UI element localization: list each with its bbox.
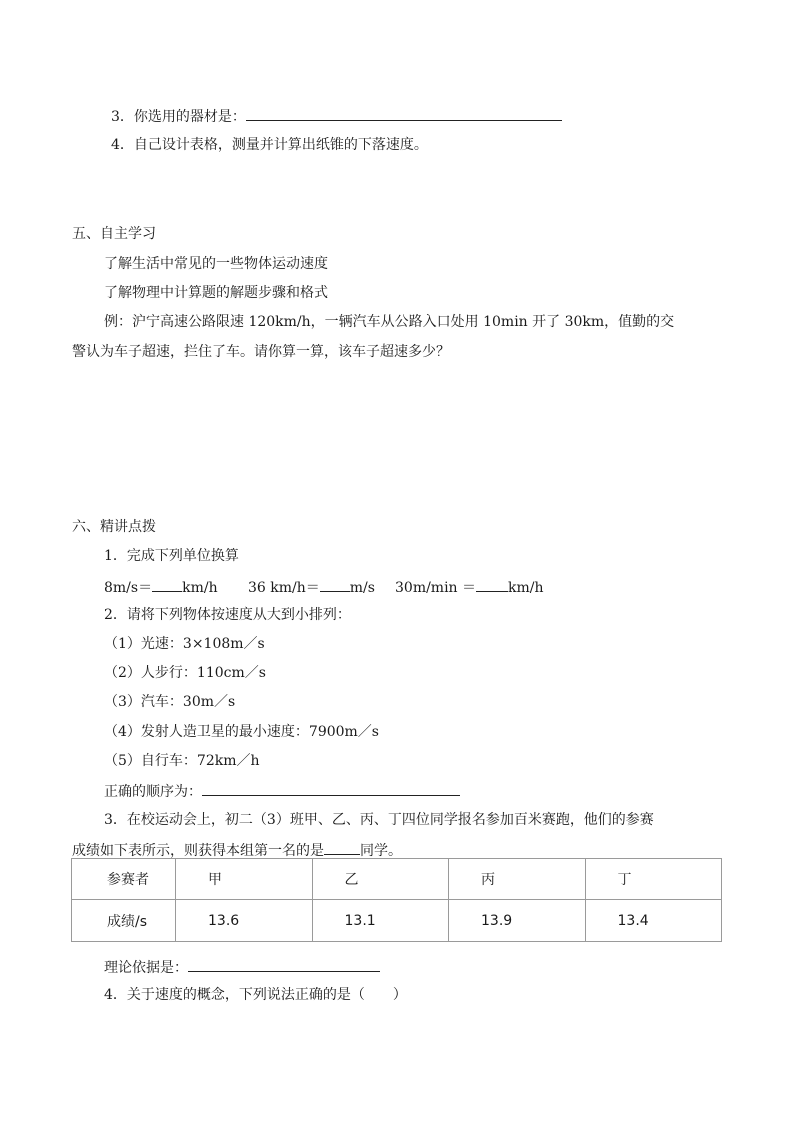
speed-order-answer	[104, 781, 460, 801]
list-item: （5）自行车：72km／h	[104, 753, 260, 769]
question-equipment-text: 3．你选用的器材是：	[111, 109, 246, 125]
question-race-text: 3．在校运动会上，初二（3）班甲、乙、丙、丁四位同学报名参加百米赛跑，他们的参赛	[104, 812, 654, 828]
table-header-row	[72, 859, 722, 900]
race-basis-answer	[104, 957, 380, 977]
section-heading-key-points: 六、精讲点拨	[72, 519, 156, 535]
table-header-cell: 甲	[176, 859, 313, 900]
question-race-text	[72, 840, 402, 860]
conversion-b-left: 36 km/h＝	[248, 580, 320, 596]
list-item: （2）人步行：110cm／s	[104, 665, 266, 681]
table-cell: 13.1	[312, 900, 449, 942]
list-item: （3）汽车：30m／s	[104, 694, 236, 710]
list-item: （4）发射人造卫星的最小速度：7900m／s	[104, 724, 379, 740]
table-cell: 13.6	[176, 900, 313, 942]
answer-blank[interactable]	[476, 577, 508, 592]
question-design-table: 4．自己设计表格，测量并计算出纸锥的下落速度。	[111, 137, 428, 153]
question-race-after: 同学。	[360, 843, 402, 859]
self-study-line: 了解生活中常见的一些物体运动速度	[104, 256, 328, 272]
question-speed-order: 2．请将下列物体按速度从大到小排列：	[104, 607, 351, 623]
table-row	[72, 900, 722, 942]
table-cell: 成绩/s	[72, 900, 176, 942]
section-heading-self-study: 五、自主学习	[72, 226, 156, 242]
conversion-a-left: 8m/s＝	[104, 580, 153, 596]
answer-blank[interactable]	[246, 106, 562, 121]
table-header-cell: 丙	[449, 859, 586, 900]
question-unit-conversion: 1．完成下列单位换算	[104, 548, 239, 564]
list-item: （1）光速：3×108m／s	[104, 636, 265, 652]
race-results-table	[71, 858, 722, 942]
answer-blank[interactable]	[188, 957, 380, 972]
conversion-b-right: m/s	[349, 580, 375, 596]
table-header-cell: 乙	[312, 859, 449, 900]
table-cell: 13.4	[585, 900, 722, 942]
question-equipment	[111, 106, 562, 126]
table-header-cell: 参赛者	[72, 859, 176, 900]
speed-order-label: 正确的顺序为：	[104, 784, 202, 800]
question-race-before: 成绩如下表所示，则获得本组第一名的是	[72, 843, 324, 859]
conversion-a-right: km/h	[182, 580, 218, 596]
conversion-row	[248, 577, 375, 597]
conversion-row	[104, 577, 218, 597]
answer-blank[interactable]	[320, 577, 350, 592]
table-cell: 13.9	[449, 900, 586, 942]
conversion-c-right: km/h	[508, 580, 544, 596]
example-text: 警认为车子超速，拦住了车。请你算一算，该车子超速多少？	[72, 344, 450, 360]
answer-blank[interactable]	[324, 840, 360, 855]
table-header-cell: 丁	[585, 859, 722, 900]
answer-blank[interactable]	[202, 781, 460, 796]
self-study-line: 了解物理中计算题的解题步骤和格式	[104, 285, 328, 301]
question-speed-concept: 4．关于速度的概念，下列说法正确的是（ ）	[104, 987, 407, 1003]
example-text: 例：沪宁高速公路限速 120km/h，一辆汽车从公路入口处用 10min 开了 30km，值勤的交	[104, 314, 675, 330]
race-basis-label: 理论依据是：	[104, 960, 188, 976]
conversion-c-left: 30m/min ＝	[395, 580, 477, 596]
conversion-row	[395, 577, 544, 597]
answer-blank[interactable]	[152, 577, 182, 592]
